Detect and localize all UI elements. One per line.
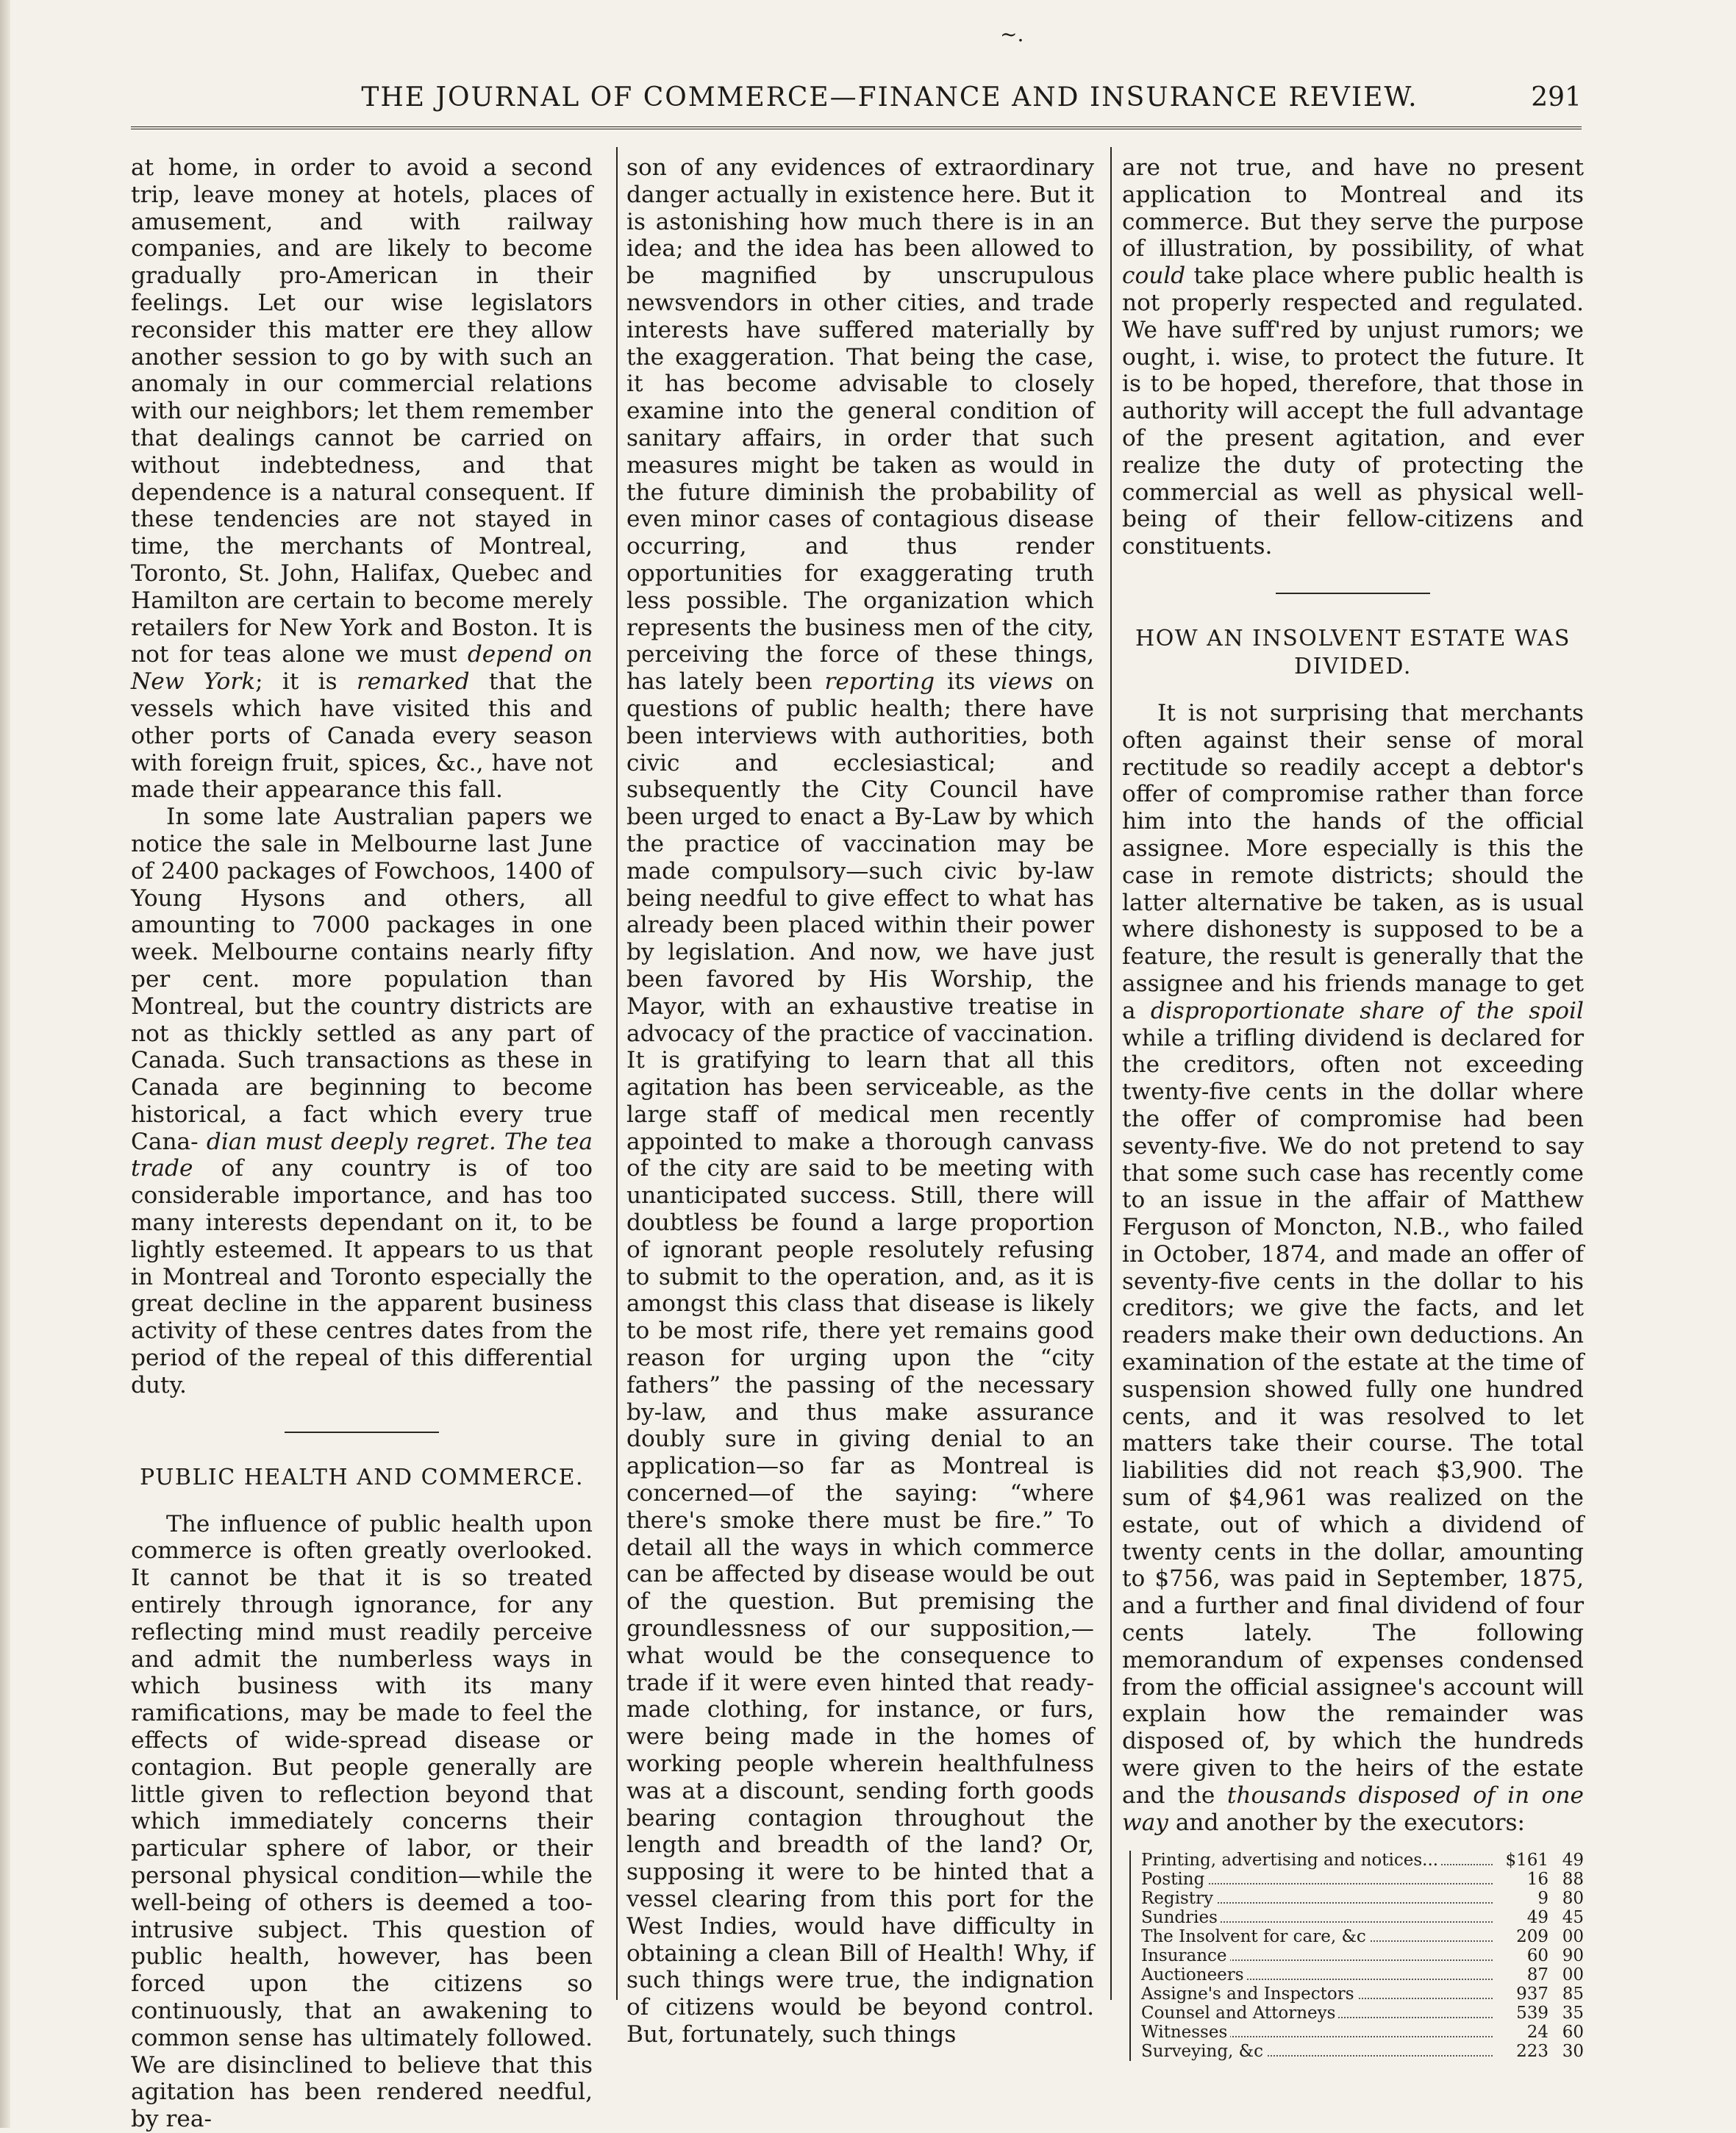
expense-dollars: $161 xyxy=(1505,1851,1549,1871)
expense-cents: 90 xyxy=(1562,1946,1584,1966)
expense-dollars: 209 xyxy=(1516,1927,1549,1947)
expense-item xyxy=(1141,1946,1493,1965)
column-1 xyxy=(131,154,593,2133)
expense-cents: 88 xyxy=(1562,1870,1584,1890)
expense-item-label: Registry xyxy=(1141,1889,1216,1908)
text-run: ; it is xyxy=(255,668,337,696)
expense-item xyxy=(1141,1927,1493,1946)
expense-item xyxy=(1141,2004,1493,2023)
table-row xyxy=(1141,1965,1584,1984)
expense-cents: 45 xyxy=(1562,1908,1584,1928)
page-binding-edge xyxy=(0,0,10,2128)
expense-item xyxy=(1141,1965,1493,1984)
emphasis-text: depend on New York xyxy=(131,641,593,696)
expense-item xyxy=(1141,2042,1493,2061)
expense-item-label: Auctioneers xyxy=(1141,1965,1247,1984)
column-divider-2 xyxy=(1110,147,1112,2000)
table-row xyxy=(1141,1927,1584,1946)
expense-item-label: Assigne's and Inspectors xyxy=(1141,1984,1357,2004)
expense-item-label: Surveying, &c xyxy=(1141,2042,1266,2061)
table-row xyxy=(1141,1908,1584,1927)
expense-cents: 60 xyxy=(1562,2023,1584,2043)
expense-cents: 85 xyxy=(1562,1984,1584,2004)
table-row xyxy=(1141,1984,1584,2004)
expense-item-label: Sundries xyxy=(1141,1908,1221,1927)
page-number: 291 xyxy=(1531,82,1582,112)
expense-item xyxy=(1141,1984,1493,2004)
table-row xyxy=(1141,2023,1584,2042)
column-3 xyxy=(1122,154,1584,2062)
section-heading: HOW AN INSOLVENT ESTATE WAS DIVIDED. xyxy=(1135,625,1571,679)
expense-dollars: 87 xyxy=(1526,1965,1549,1985)
expense-dollars: 24 xyxy=(1526,2023,1549,2043)
expense-dollars: 9 xyxy=(1537,1889,1549,1909)
paragraph xyxy=(131,154,593,804)
expense-item-label: Counsel and Attorneys xyxy=(1141,2004,1338,2023)
expense-bracket xyxy=(1129,1851,1584,2061)
expense-dollars: 539 xyxy=(1516,2004,1549,2023)
expense-item xyxy=(1141,1889,1493,1908)
paragraph: The influence of public health upon commerce is often greatly overlooked. It cannot be that it is so treated entirely through ignorance, for any reflecting mind must readily perceive and admit the numberless ways in which business with its many ramifications, may be made to feel the effects of wide-spread disease or contagion. But people generally are little given to reflection beyond that which immediately concerns their particular sphere of labor, or their personal physical condition—while the well-being of others is deemed a too-intrusive subject. This question of public health, however, has been forced upon the citizens so continuously, that an awakening to common sense has ultimately followed. We are disinclined to believe that this agitation has been rendered needful, by rea- xyxy=(131,1510,593,2133)
emphasis-text: dian must deeply regret. The tea trade xyxy=(131,1128,593,1182)
table-row xyxy=(1141,1946,1584,1965)
expense-cents: 80 xyxy=(1562,1889,1584,1909)
table-row xyxy=(1141,2004,1584,2023)
emphasis-text: could xyxy=(1122,262,1186,290)
table-row xyxy=(1141,2042,1584,2061)
text-run: are not true, and have no present application to Montreal and its commerce. But they serve the purpose of illustration, by possibility, of what xyxy=(1122,154,1584,262)
header-rule xyxy=(131,126,1582,132)
expense-item-label: Insurance xyxy=(1141,1946,1230,1965)
running-title: THE JOURNAL OF COMMERCE—FINANCE AND INSURANCE REVIEW. xyxy=(361,82,1418,112)
table-row xyxy=(1141,1870,1584,1889)
table-row xyxy=(1141,1851,1584,1870)
expense-item-label: Posting xyxy=(1141,1870,1207,1889)
emphasis-text: reporting xyxy=(824,668,935,696)
emphasis-text: disproportionate share of the spoil xyxy=(1150,997,1584,1024)
text-run: at home, in order to avoid a second trip, leave money at hotels, places of amusement, and with railway companies, and are likely to become gradually pro-American in their feelings. Let our wise legislators reconsider this matter ere they allow another session to go by with such an anomaly in our commercial relations with our neighbors; let them remember that dealings cannot be carried on without indebtedness, and that dependence is a natural consequent. If these tendencies are not stayed in time, the merchants of Montreal, Toronto, St. John, Halifax, Quebec and Hamilton are certain to become merely retailers for New York and Boston. It is not for teas alone we must xyxy=(131,154,593,668)
expense-dollars: 49 xyxy=(1526,1908,1549,1928)
paragraph xyxy=(1122,700,1584,1836)
section-rule xyxy=(285,1432,439,1433)
expense-dollars: 223 xyxy=(1516,2042,1549,2062)
paragraph xyxy=(131,804,593,1399)
expense-cents: 00 xyxy=(1562,1927,1584,1947)
expense-cents: 00 xyxy=(1562,1965,1584,1985)
expense-item xyxy=(1141,1851,1493,1870)
text-run: on questions of public health; there have been interviews with authorities, both civic and ecclesiastical; and subsequently the City Council have been urged to enact a By-Law by which the practice of vaccination may be made compulsory—such civic by-law being needful to give effect to what has already been placed within their power by legislation. And now, we have just been favored by His Worship, the Mayor, with an exhaustive treatise in advocacy of the practice of vaccination. It is gratifying to learn that all this agitation has been serviceable, as the large staff of medical men recently appointed to make a thorough canvass of the city are said to be meeting with unanticipated success. Still, there will doubtless be found a large proportion of ignorant people resolutely refusing to submit to the operation, and, as it is amongst this class that disease is likely to be most rife, there yet remains good reason for urging upon the “city fathers” the passing of the necessary by-law, and thus make assurance doubly sure in giving denial to an application—so far as Montreal is concerned—of the saying: “where there's smoke there must be fire.” To detail all the ways in which commerce can be affected by disease would be out of the question. But premising the groundlessness of our supposition,—what would be the consequence to trade if it were even hinted that ready-made clothing, for instance, or furs, were being made in the homes of working people wherein healthfulness was at a discount, sending forth goods bearing contagion throughout the length and breadth of the land? Or, supposing it were to be hinted that a vessel clearing from this port for the West Indies, would have difficulty in obtaining a clean Bill of Health! Why, if such things were true, the indignation of citizens would be beyond control. But, fortunately, such things xyxy=(626,668,1094,2048)
column-2 xyxy=(626,154,1094,2048)
expense-cents: 35 xyxy=(1562,2004,1584,2023)
expense-dollars: 16 xyxy=(1526,1870,1549,1890)
emphasis-text: thousands disposed of in one way xyxy=(1122,1782,1584,1836)
section-rule xyxy=(1276,593,1430,594)
text-run: take place where public health is not properly respected and regulated. We have suff'red by unjust rumors; we ought, i. wise, to protect the future. It is to be hoped, therefore, that those in authority will accept the full advantage of the present agitation, and ever realize the duty of protecting the commercial as well as physical well-being of their fellow-citizens and constituents. xyxy=(1122,262,1584,560)
text-run: while a trifling dividend is declared for the creditors, often not exceeding twenty-five cents in the dollar where the offer of compromise had been seventy-five. We do not pretend to say that some such case has recently come to an issue in the affair of Matthew Ferguson of Moncton, N.B., who failed in October, 1874, and made an offer of seventy-five cents in the dollar to his creditors; we give the facts, and let readers make their own deductions. An examination of the estate at the time of suspension showed fully one hundred cents, and it was resolved to let matters take their course. The total liabilities did not reach $3,900. The sum of $4,961 was realized on the estate, out of which a dividend of twenty cents in the dollar, amounting to $756, was paid in September, 1875, and a further and final dividend of four cents lately. The following memorandum of expenses condensed from the official assignee's account will explain how the remainder was disposed of, by which the hundreds were given to the heirs of the estate and the xyxy=(1122,1024,1584,1809)
section-heading: PUBLIC HEALTH AND COMMERCE. xyxy=(139,1464,585,1490)
column-divider-1 xyxy=(616,147,618,2000)
expense-item-label: Printing, advertising and notices... xyxy=(1141,1851,1441,1870)
text-run: its xyxy=(947,668,976,696)
expense-cents: 30 xyxy=(1562,2042,1584,2062)
paragraph xyxy=(626,154,1094,2048)
text-run: and another by the executors: xyxy=(1175,1809,1526,1836)
expense-dollars: 937 xyxy=(1516,1984,1549,2004)
emphasis-text: remarked xyxy=(356,668,470,696)
expense-item-label: The Insolvent for care, &c xyxy=(1141,1927,1369,1946)
text-run: of any country is of too considerable importance, and has too many interests dependant on it, to be lightly esteemed. It appears to us that in Montreal and Toronto especially the great decline in the apparent business activity of these centres dates from the period of the repeal of this differential duty. xyxy=(131,1155,593,1398)
text-run: In some late Australian papers we notice the sale in Melbourne last June of 2400 packages of Fowchoos, 1400 of Young Hysons and others, all amounting to 7000 packages in one week. Melbourne contains nearly fifty per cent. more population than Montreal, but the country districts are not as thickly settled as any part of Canada. Such transactions as these in Canada are beginning to become historical, a fact which every true Cana- xyxy=(131,804,593,1155)
emphasis-text: views xyxy=(987,668,1054,696)
expense-dollars: 60 xyxy=(1526,1946,1549,1966)
expense-item xyxy=(1141,2023,1493,2042)
expense-table xyxy=(1141,1851,1584,2061)
expense-item xyxy=(1141,1908,1493,1927)
paragraph xyxy=(1122,154,1584,560)
table-row xyxy=(1141,1889,1584,1908)
expense-cents: 49 xyxy=(1562,1851,1584,1871)
text-run: It is not surprising that merchants often against their sense of moral rectitude so readily accept a debtor's offer of compromise rather than force him into the hands of the official assignee. More especially is this the case in remote districts; should the latter alternative be taken, as is usual where dishonesty is supposed to be a feature, the result is generally that the assignee and his friends manage to get a xyxy=(1122,699,1584,1024)
text-run: son of any evidences of extraordinary danger actually in existence here. But it is astonishing how much there is in an idea; and the idea has been allowed to be magnified by unscrupulous newsvendors in other cities, and trade interests have suffered materially by the exaggeration. That being the case, it has become advisable to closely examine into the general condition of sanitary affairs, in order that such measures might be taken as would in the future diminish the probability of even minor cases of contagious disease occurring, and thus render opportunities for exaggerating truth less possible. The organization which represents the business men of the city, perceiving the force of these things, has lately been xyxy=(626,154,1094,696)
expense-item xyxy=(1141,1870,1493,1889)
text-run: that the vessels which have visited this and other ports of Canada every season with foreign fruit, spices, &c., have not made their appearance this fall. xyxy=(131,668,593,804)
expense-item-label: Witnesses xyxy=(1141,2023,1230,2042)
top-mark: ~. xyxy=(1000,22,1024,46)
